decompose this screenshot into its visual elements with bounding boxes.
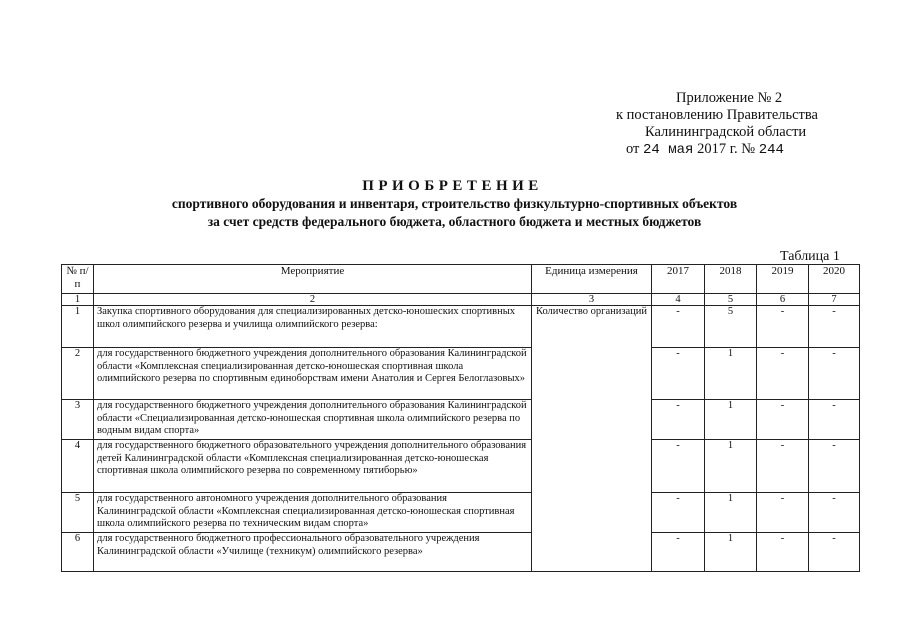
value-2020: - <box>809 348 860 400</box>
document-subtitle-line2: за счет средств федерального бюджета, областного бюджета и местных бюджетов <box>207 214 702 229</box>
value-2019: - <box>757 533 809 572</box>
row-event: для государственного бюджетного учреждения дополнительного образования Калининградской области «Комплексная специализированная детско-юношеская спортивная школа олимпийского резерва по спортивным единоборствам имени Анатолия и Сергея Белоглазовых» <box>94 348 532 400</box>
value-2017: - <box>652 400 705 440</box>
index-cell: 2 <box>94 294 532 306</box>
index-cell: 7 <box>809 294 860 306</box>
appendix-date: 24 мая <box>643 142 694 158</box>
row-number: 3 <box>62 400 94 440</box>
table-caption: Таблица 1 <box>780 249 840 264</box>
purchase-table <box>61 264 860 572</box>
value-2020: - <box>809 306 860 348</box>
value-2019: - <box>757 400 809 440</box>
table-row <box>62 306 860 348</box>
row-event: для государственного бюджетного профессионального образовательного учреждения Калининградской области «Училище (техникум) олимпийского резерва» <box>94 533 532 572</box>
value-2017: - <box>652 348 705 400</box>
appendix-number: Приложение № 2 <box>676 90 783 106</box>
appendix-date-prefix: от <box>626 141 640 157</box>
appendix-date-line <box>612 141 852 159</box>
row-number: 6 <box>62 533 94 572</box>
value-2019: - <box>757 440 809 493</box>
appendix-year: 2017 г. № <box>697 141 756 157</box>
header-2020: 2020 <box>809 265 860 294</box>
appendix-decree-number: 244 <box>758 142 784 158</box>
unit-cell: Количество организаций <box>532 306 652 572</box>
row-number: 4 <box>62 440 94 493</box>
header-2019: 2019 <box>757 265 809 294</box>
value-2020: - <box>809 493 860 533</box>
header-num: № п/п <box>62 265 94 294</box>
value-2018: 1 <box>705 400 757 440</box>
index-cell: 5 <box>705 294 757 306</box>
value-2020: - <box>809 400 860 440</box>
value-2019: - <box>757 348 809 400</box>
header-event: Мероприятие <box>94 265 532 294</box>
row-number: 2 <box>62 348 94 400</box>
index-cell: 1 <box>62 294 94 306</box>
row-number: 1 <box>62 306 94 348</box>
table-index-row <box>62 294 860 306</box>
table-row <box>62 493 860 533</box>
value-2018: 1 <box>705 533 757 572</box>
table-row <box>62 440 860 493</box>
index-cell: 6 <box>757 294 809 306</box>
appendix-region: Калининградской области <box>645 124 807 140</box>
value-2018: 1 <box>705 440 757 493</box>
value-2018: 5 <box>705 306 757 348</box>
row-event: для государственного бюджетного учреждения дополнительного образования Калининградской области «Специализированная детско-юношеская спортивная школа олимпийского резерва по водным видам спорта» <box>94 400 532 440</box>
document-title: ПРИОБРЕТЕНИЕ <box>362 178 543 194</box>
value-2017: - <box>652 440 705 493</box>
header-unit: Единица измерения <box>532 265 652 294</box>
value-2017: - <box>652 493 705 533</box>
row-event: для государственного автономного учреждения дополнительного образования Калининградской области «Комплексная специализированная детско-юношеская спортивная школа олимпийского резерва по техническим видам спорта» <box>94 493 532 533</box>
header-2018: 2018 <box>705 265 757 294</box>
row-event: Закупка спортивного оборудования для специализированных детско-юношеских спортивных школ олимпийского резерва и училища олимпийского резерва: <box>94 306 532 348</box>
table-row <box>62 400 860 440</box>
table-row <box>62 533 860 572</box>
table-row <box>62 348 860 400</box>
index-cell: 3 <box>532 294 652 306</box>
appendix-header <box>612 90 852 159</box>
document-subtitle-line1: спортивного оборудования и инвентаря, строительство физкультурно-спортивных объектов <box>171 196 738 211</box>
appendix-reference: к постановлению Правительства <box>616 107 818 123</box>
value-2017: - <box>652 306 705 348</box>
table-header-row <box>62 265 860 294</box>
value-2020: - <box>809 533 860 572</box>
value-2020: - <box>809 440 860 493</box>
row-number: 5 <box>62 493 94 533</box>
value-2018: 1 <box>705 493 757 533</box>
value-2018: 1 <box>705 348 757 400</box>
value-2019: - <box>757 306 809 348</box>
row-event: для государственного бюджетного образовательного учреждения дополнительного образования детей Калининградской области «Комплексная специализированная детско-юношеская спортивная школа олимпийского резерва по современному пятиборью» <box>94 440 532 493</box>
value-2019: - <box>757 493 809 533</box>
header-2017: 2017 <box>652 265 705 294</box>
value-2017: - <box>652 533 705 572</box>
index-cell: 4 <box>652 294 705 306</box>
